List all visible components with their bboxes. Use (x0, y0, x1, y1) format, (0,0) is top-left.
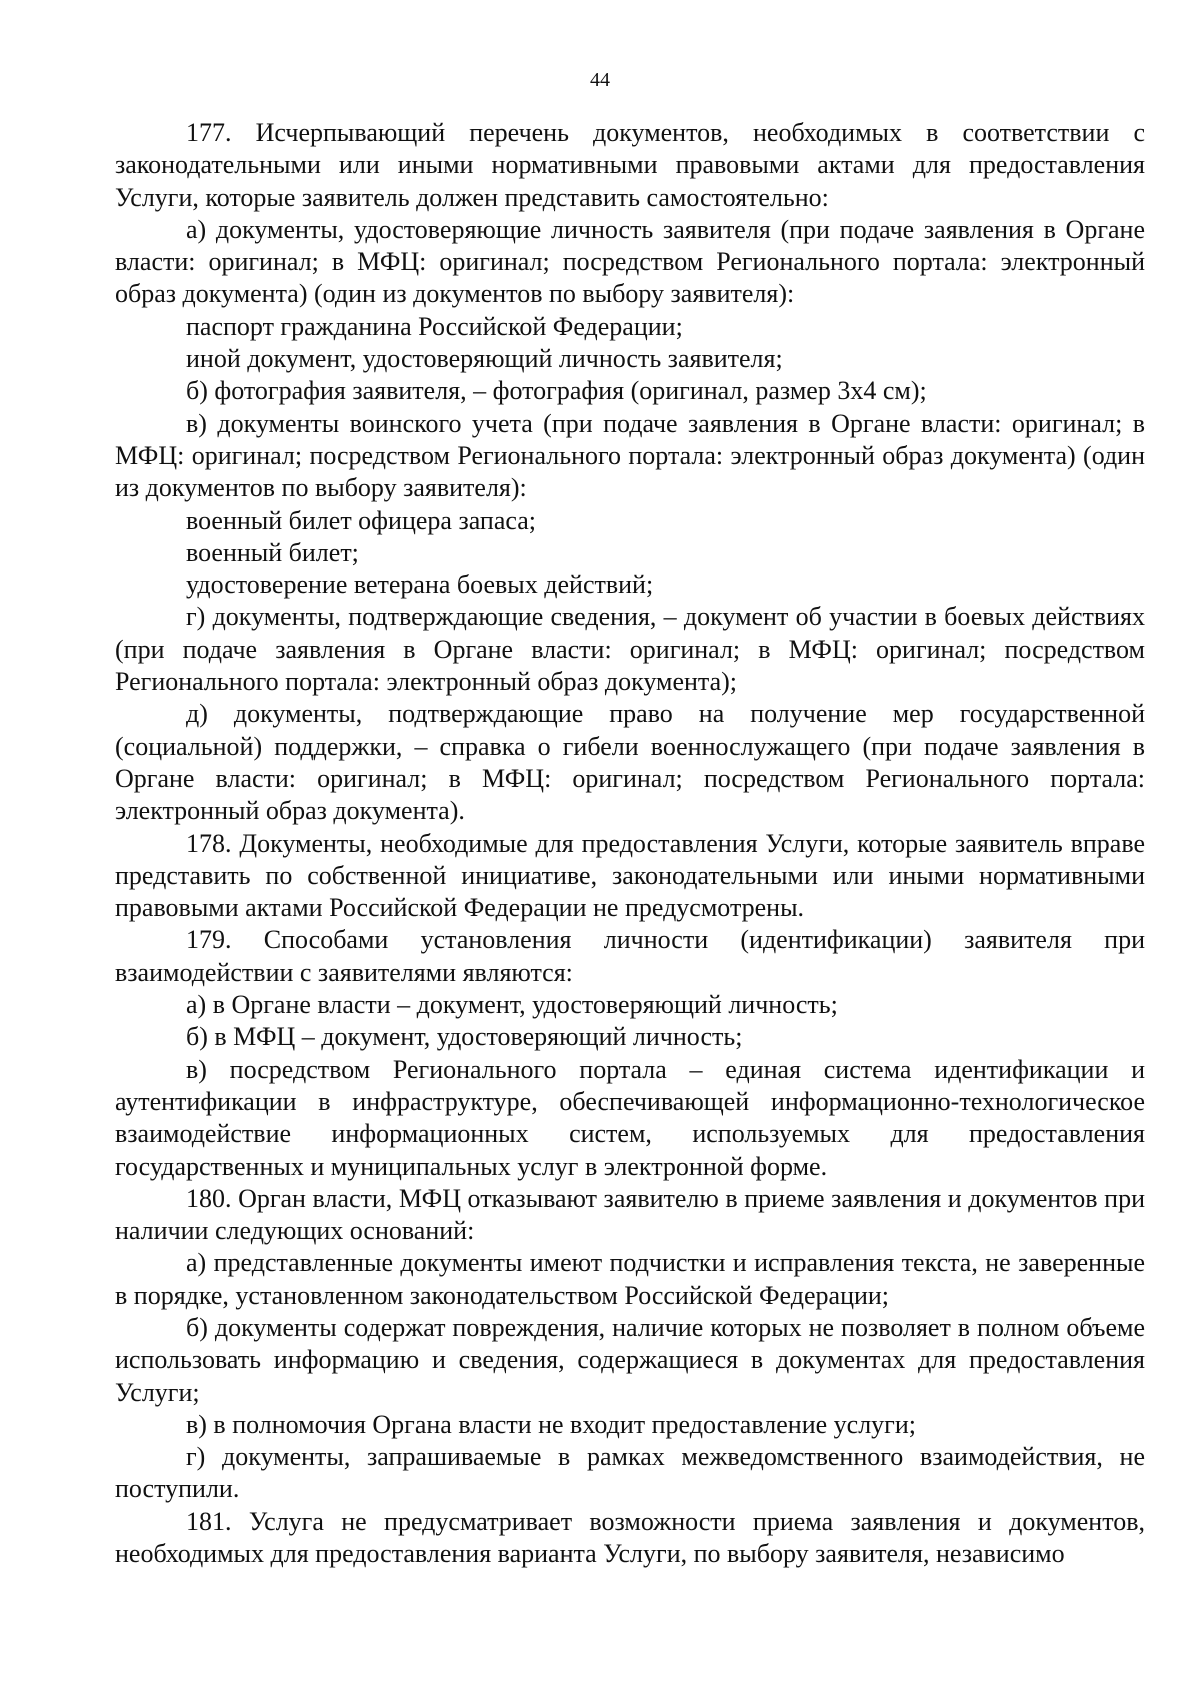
paragraph-177-item-a-passport: паспорт гражданина Российской Федерации; (186, 311, 683, 341)
paragraph-180-item-b: б) документы содержат повреждения, наличие которых не позволяет в полном объеме использовать информацию и сведения, содержащиеся в документах для предоставления Услуги; (115, 1312, 1145, 1407)
paragraph-180-intro: 180. Орган власти, МФЦ отказывают заявителю в приеме заявления и документов при наличии следующих оснований: (115, 1183, 1145, 1246)
paragraph-179-item-b: б) в МФЦ – документ, удостоверяющий личность; (186, 1022, 743, 1052)
paragraph-177-item-a-other-id: иной документ, удостоверяющий личность заявителя; (186, 344, 783, 374)
paragraph-177-item-v-military-id: военный билет; (186, 537, 359, 567)
paragraph-180-item-g: г) документы, запрашиваемые в рамках межведомственного взаимодействия, не поступили. (115, 1442, 1145, 1504)
paragraph-180-item-a: а) представленные документы имеют подчистки и исправления текста, не заверенные в порядке, установленном законодательством Российской Федерации; (115, 1248, 1145, 1310)
document-body (115, 117, 1145, 1570)
paragraph-177-item-v: в) документы воинского учета (при подаче заявления в Органе власти: оригинал; в МФЦ: оригинал; посредством Регионального портала: электронный образ документа) (один из документов по выбору заявителя): (115, 408, 1145, 503)
paragraph-177-item-d: д) документы, подтверждающие право на получение мер государственной (социальной) поддержки, – справка о гибели военнослужащего (при подаче заявления в Органе власти: оригинал; в МФЦ: оригинал; посредством Регионального портала: электронный образ документа). (115, 699, 1145, 826)
paragraph-177-item-a: а) документы, удостоверяющие личность заявителя (при подаче заявления в Органе власти: оригинал; в МФЦ: оригинал; посредством Регионального портала: электронный образ документа) (один из документов по выбору заявителя): (115, 214, 1145, 309)
paragraph-178: 178. Документы, необходимые для предоставления Услуги, которые заявитель вправе представить по собственной инициативе, законодательными или иными нормативными правовыми актами Российской Федерации не предусмотрены. (115, 828, 1145, 923)
paragraph-177-intro: 177. Исчерпывающий перечень документов, необходимых в соответствии с законодательными или иными нормативными правовыми актами для предоставления Услуги, которые заявитель должен представить самостоятельно: (115, 118, 1145, 212)
paragraph-177-item-v-reserve-id: военный билет офицера запаса; (186, 505, 536, 535)
paragraph-177-item-b: б) фотография заявителя, – фотография (оригинал, размер 3х4 см); (186, 376, 927, 406)
paragraph-177-item-g: г) документы, подтверждающие сведения, – документ об участии в боевых действиях (при подаче заявления в Органе власти: оригинал; в МФЦ: оригинал; посредством Регионального портала: электронный образ документа); (115, 602, 1145, 697)
paragraph-177-item-v-veteran-id: удостоверение ветерана боевых действий; (186, 570, 654, 600)
paragraph-181: 181. Услуга не предусматривает возможности приема заявления и документов, необходимых для предоставления варианта Услуги, по выбору заявителя, независимо (115, 1506, 1145, 1569)
paragraph-179-item-v: в) посредством Регионального портала – единая система идентификации и аутентификации в инфраструктуре, обеспечивающей информационно-технологическое взаимодействие информационных систем, используемых для предоставления государственных и муниципальных услуг в электронной форме. (115, 1054, 1145, 1181)
paragraph-179-intro: 179. Способами установления личности (идентификации) заявителя при взаимодействии с заявителями являются: (115, 925, 1145, 987)
paragraph-180-item-v: в) в полномочия Органа власти не входит предоставление услуги; (186, 1409, 916, 1439)
paragraph-179-item-a: а) в Органе власти – документ, удостоверяющий личность; (186, 990, 838, 1020)
page-number: 44 (590, 69, 610, 91)
